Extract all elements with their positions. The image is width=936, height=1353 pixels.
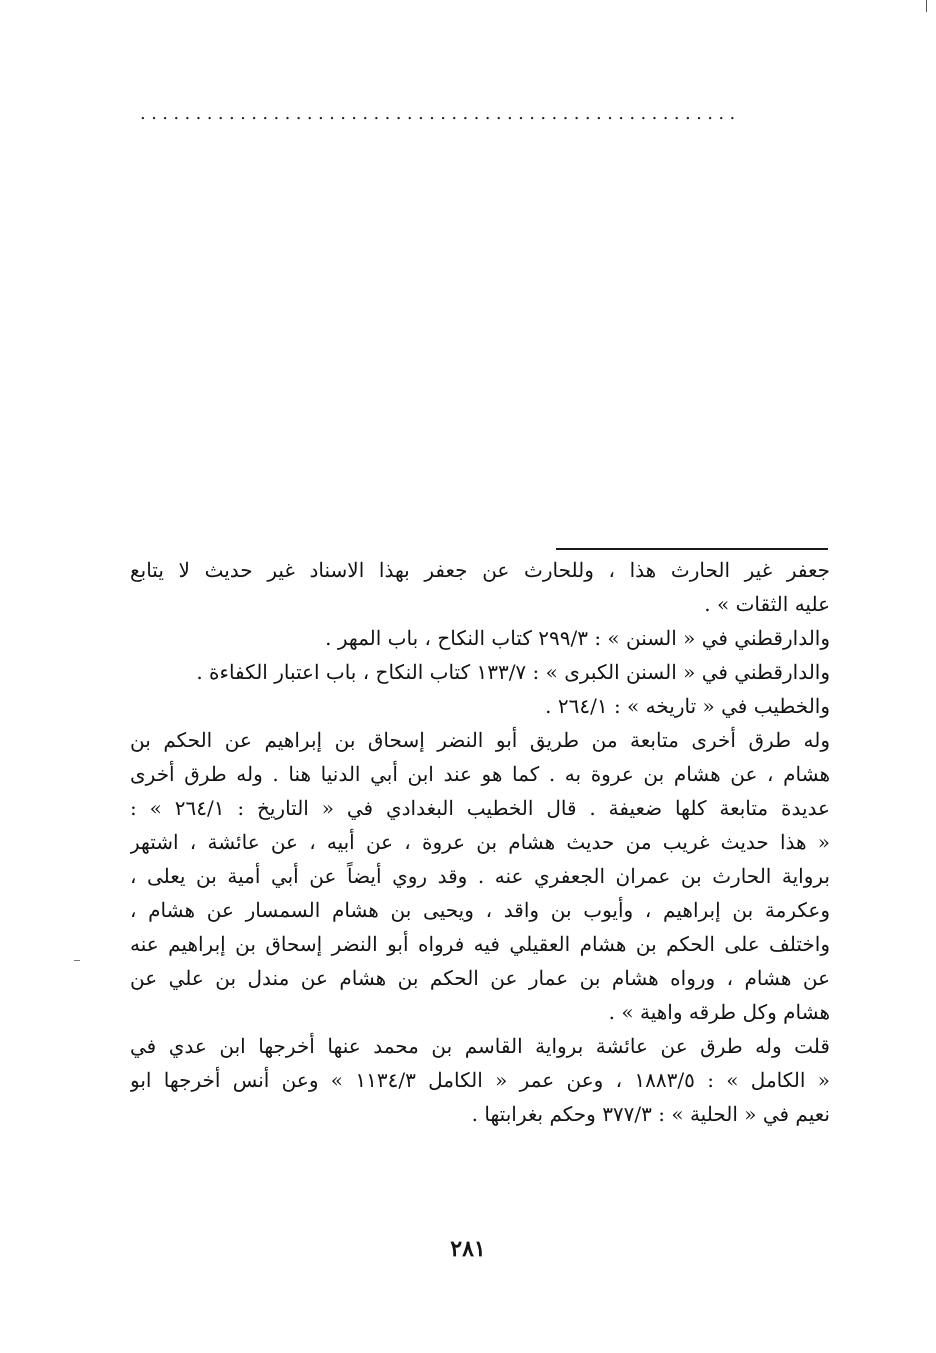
footnote-rule <box>556 548 828 550</box>
footnote-line: هشام وكل طرقه واهية » . <box>608 1000 830 1024</box>
footnote-line: والدارقطني في « السنن الكبرى » : ١٣٣/٧ كتاب النكاح ، باب اعتبار الكفاءة . <box>196 660 830 684</box>
footnote-line: وله طرق أخرى متابعة من طريق أبو النضر إسحاق بن إبراهيم عن الحكم بن <box>130 728 830 752</box>
footnote-line: برواية الحارث بن عمران الجعفري عنه . وقد روي أيضاً عن أبي أمية بن يعلى ، <box>130 864 830 888</box>
footnote-line: وعكرمة بن إبراهيم ، وأيوب بن واقد ، ويحيى بن هشام السمسار عن هشام ، <box>130 898 830 922</box>
footnote-line: واختلف على الحكم بن هشام العقيلي فيه فرواه أبو النضر إسحاق بن إبراهيم عنه <box>130 932 830 956</box>
margin-mark <box>74 960 80 961</box>
footnote-line: والخطيب في « تاريخه » : ٢٦٤/١ . <box>545 694 830 718</box>
scan-edge-mark <box>926 0 927 12</box>
page-number: ٢٨١ <box>450 1236 486 1262</box>
footnote-line: عديدة متابعة كلها ضعيفة . قال الخطيب البغدادي في « التاريخ : ٢٦٤/١ » : <box>130 796 830 820</box>
footnote-line: قلت وله طرق عن عائشة برواية القاسم بن محمد عنها أخرجها ابن عدي في <box>130 1034 830 1058</box>
footnote-line: عليه الثقات » . <box>704 592 830 616</box>
dotted-separator: ...................................................... <box>140 104 741 124</box>
footnote-line: « هذا حديث غريب من حديث هشام بن عروة ، عن أبيه ، عن عائشة ، اشتهر <box>130 830 830 854</box>
footnote-line: عن هشام ، ورواه هشام بن عمار عن الحكم بن هشام عن مندل بن علي عن <box>130 966 830 990</box>
footnote-line: والدارقطني في « السنن » : ٢٩٩/٣ كتاب النكاح ، باب المهر . <box>325 626 830 650</box>
footnote-line: « الكامل » : ١٨٨٣/٥ ، وعن عمر « الكامل ١١٣٤/٣ » وعن أنس أخرجها ابو <box>130 1068 830 1092</box>
footnote-line: هشام ، عن هشام بن عروة به . كما هو عند ابن أبي الدنيا هنا . وله طرق أخرى <box>130 762 830 786</box>
footnotes-block <box>130 553 830 1131</box>
footnote-line: جعفر غير الحارث هذا ، وللحارث عن جعفر بهذا الاسناد غير حديث لا يتابع <box>130 558 830 582</box>
footnote-line: نعيم في « الحلية » : ٣٧٧/٣ وحكم بغرابتها . <box>471 1102 830 1126</box>
